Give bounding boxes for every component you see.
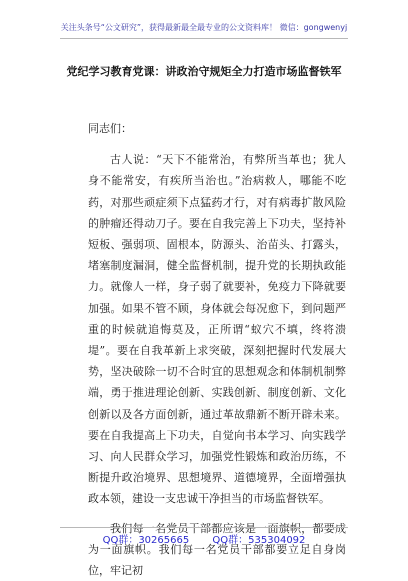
- header-divider: [60, 38, 348, 39]
- qq-group-1: QQ群：30265665: [102, 535, 190, 546]
- greeting: 同志们：: [88, 122, 132, 135]
- body-paragraph: 我们每一名党员干部都应该是一面旗帜，都要成为一面旗帜。我们每一名党员干部都要立足自身岗位，牢记初: [88, 521, 346, 578]
- document-title: 党纪学习教育党课：讲政治守规矩全力打造市场监督铁军: [66, 65, 342, 78]
- header-promo-note: 关注头条号“公文研究”，获得最新最全最专业的公文资料库！ 微信：gongwenyj: [60, 23, 348, 32]
- footer-divider: [60, 527, 348, 528]
- document-body: [88, 118, 346, 581]
- body-paragraph: 古人说：“天下不能常治，有弊所当革也；犹人身不能常安，有疾所当治也。”治病救人，哪能不吃药，对那些顽症须下点猛药才行，对有病毒扩散风险的肿瘤还得动刀子。要在自我完善上下功夫，坚持补短板、强弱项、固根本，防源头、治苗头、打露头，堵塞制度漏洞，健全监督机制，提升党的长期执政能力。就像人一样，身子弱了就要补，免疫力下降就要加强。如果不管不顾，身体就会每况愈下，到问题严重的时候就追悔莫及，正所谓“蚁穴不填，终将溃堤”。要在自我革新上求突破，深刻把握时代发展大势，坚决破除一切不合时宜的思想观念和体制机制弊端，勇于推进理论创新、实践创新、制度创新、文化创新以及各方面创新，通过革故鼎新不断开辟未来。要在自我提高上下功夫，自觉向书本学习、向实践学习、向人民群众学习，加强党性锻炼和政治历练，不断提升政治境界、思想境界、道德境界，全面增强执政本领，建设一支忠诚干净担当的市场监督铁军。: [88, 153, 346, 506]
- qq-group-2: QQ群：535304092: [212, 535, 306, 546]
- footer-contacts: [0, 531, 408, 546]
